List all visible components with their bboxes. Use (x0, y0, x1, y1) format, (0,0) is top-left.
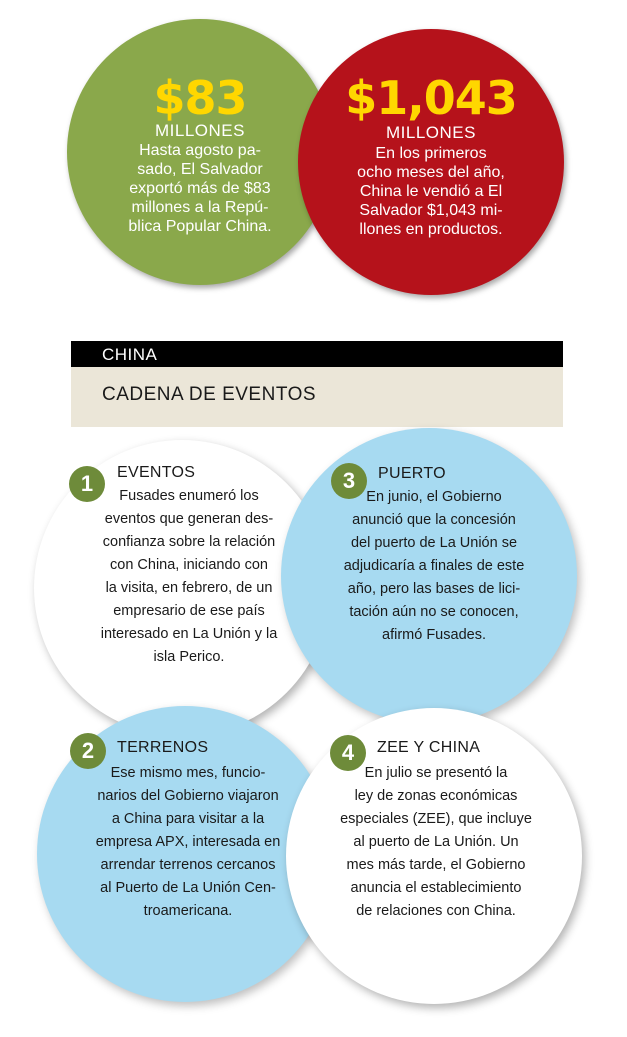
event-number-badge: 2 (70, 733, 106, 769)
event-title: EVENTOS (117, 464, 196, 481)
stat-amount: $1,043 (345, 71, 517, 125)
event-text: En junio, el Gobierno anunció que la concesión del puerto de La Unión se adjudicaría a finales de este año, pero las bases de lici- tación aún no se conocen, afirmó Fusades. (343, 489, 525, 643)
event-text: Fusades enumeró los eventos que generan des- confianza sobre la relación con China, iniciando con la visita, en febrero, de un empresario de ese país interesado en La Unión y la isla Perico. (100, 488, 278, 665)
event-number-badge: 3 (331, 463, 367, 499)
stat-description: En los primeros ocho meses del año, China le vendió a El Salvador $1,043 mi- llones en productos. (357, 145, 505, 238)
event-title: TERRENOS (117, 739, 209, 756)
event-title: PUERTO (378, 465, 446, 482)
event-circle-3 (281, 428, 577, 724)
event-circle-4 (286, 708, 582, 1004)
section-title-bar (71, 367, 563, 427)
event-number-badge: 4 (330, 735, 366, 771)
stat-circle-exports (67, 19, 333, 285)
stat-amount: $83 (153, 71, 247, 125)
section-label-bar (71, 341, 563, 367)
stat-circle-imports (298, 29, 564, 295)
section-label: CHINA (102, 345, 158, 364)
event-title: ZEE Y CHINA (377, 739, 481, 756)
event-number-badge: 1 (69, 466, 105, 502)
event-text: En julio se presentó la ley de zonas económicas especiales (ZEE), que incluye al puerto de La Unión. Un mes más tarde, el Gobierno anuncia el establecimiento de relaciones con China. (340, 765, 532, 919)
section-title: CADENA DE EVENTOS (102, 384, 317, 405)
stat-unit: MILLONES (155, 121, 245, 140)
stat-unit: MILLONES (386, 123, 476, 142)
event-text: Ese mismo mes, funcio- narios del Gobierno viajaron a China para visitar a la empresa APX, interesada en arrendar terrenos cercanos al Puerto de La Unión Cen- troamericana. (95, 765, 281, 919)
stat-description: Hasta agosto pa- sado, El Salvador exportó más de $83 millones a la Repú- blica Popular China. (128, 142, 272, 235)
